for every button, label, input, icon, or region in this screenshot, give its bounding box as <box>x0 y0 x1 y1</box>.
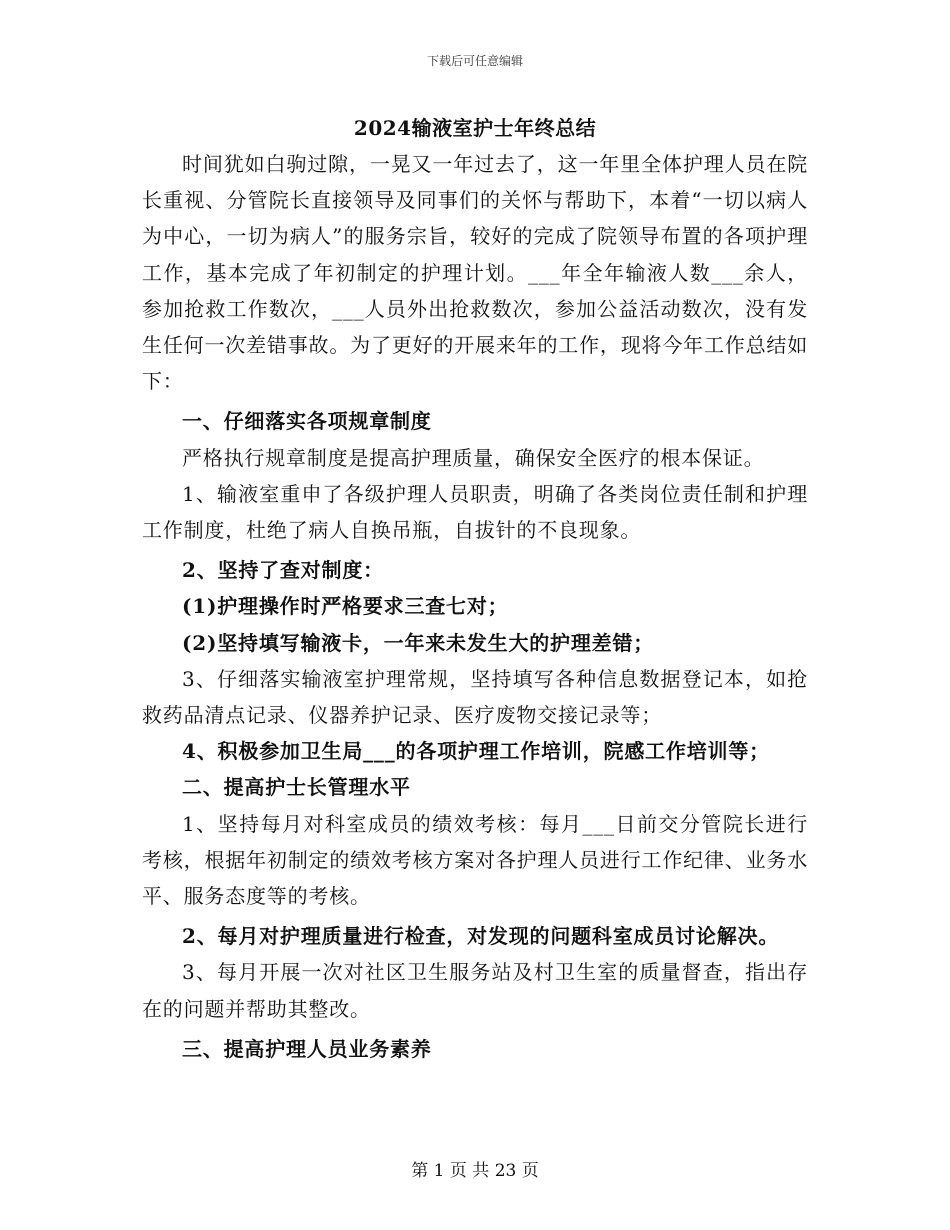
page-header-note: 下载后可任意编辑 <box>426 54 523 68</box>
section-heading-3: 三、提高护理人员业务素养 <box>182 1036 432 1061</box>
paragraph-item-3-routine: 3、仔细落实输液室护理常规，坚持填写各种信息数据登记本，如抢救药品清点记录、仪器养护记录、医疗废物交接记录等； <box>142 666 808 728</box>
section-heading-1: 一、仔细落实各项规章制度 <box>182 409 432 434</box>
document-title: 2024输液室护士年终总结 <box>353 116 597 140</box>
paragraph-item-1-duties: 1、输液室重申了各级护理人员职责，明确了各类岗位责任制和护理工作制度，杜绝了病人自换吊瓶，自拔针的不良现象。 <box>142 481 808 543</box>
document-body <box>142 110 808 1067</box>
paragraph-management-2: 2、每月对护理质量进行检查，对发现的问题科室成员讨论解决。 <box>182 924 780 949</box>
paragraph-intro: 时间犹如白驹过隙，一晃又一年过去了，这一年里全体护理人员在院长重视、分管院长直接领导及同事们的关怀与帮助下，本着“一切以病人为中心，一切为病人”的服务宗旨，较好的完成了院领导布置的各项护理工作，基本完成了年初制定的护理计划。___年全年输液人数___余人，参加抢救工作数次，___人员外出抢救数次，参加公益活动数次，没有发生任何一次差错事故。为了更好的开展来年的工作，现将今年工作总结如下： <box>142 152 808 394</box>
paragraph-management-3: 3、每月开展一次对社区卫生服务站及村卫生室的质量督查，指出存在的问题并帮助其整改。 <box>142 960 808 1021</box>
paragraph-subitem-1: (1)护理操作时严格要求三查七对； <box>182 594 509 619</box>
section-heading-2: 二、提高护士长管理水平 <box>182 775 411 800</box>
paragraph-subitem-2: (2)坚持填写输液卡，一年来未发生大的护理差错； <box>182 630 655 655</box>
paragraph-management-1: 1、坚持每月对科室成员的绩效考核：每月___日前交分管院长进行考核，根据年初制定的绩效考核方案对各护理人员进行工作纪律、业务水平、服务态度等的考核。 <box>142 811 808 909</box>
page-footer-number: 第 1 页 共 23 页 <box>411 1161 539 1181</box>
paragraph-rules-importance: 严格执行规章制度是提高护理质量，确保安全医疗的根本保证。 <box>182 445 765 470</box>
paragraph-item-4-training: 4、积极参加卫生局___的各项护理工作培训，院感工作培训等； <box>182 739 770 764</box>
paragraph-item-2-checking: 2、坚持了查对制度： <box>182 558 384 583</box>
